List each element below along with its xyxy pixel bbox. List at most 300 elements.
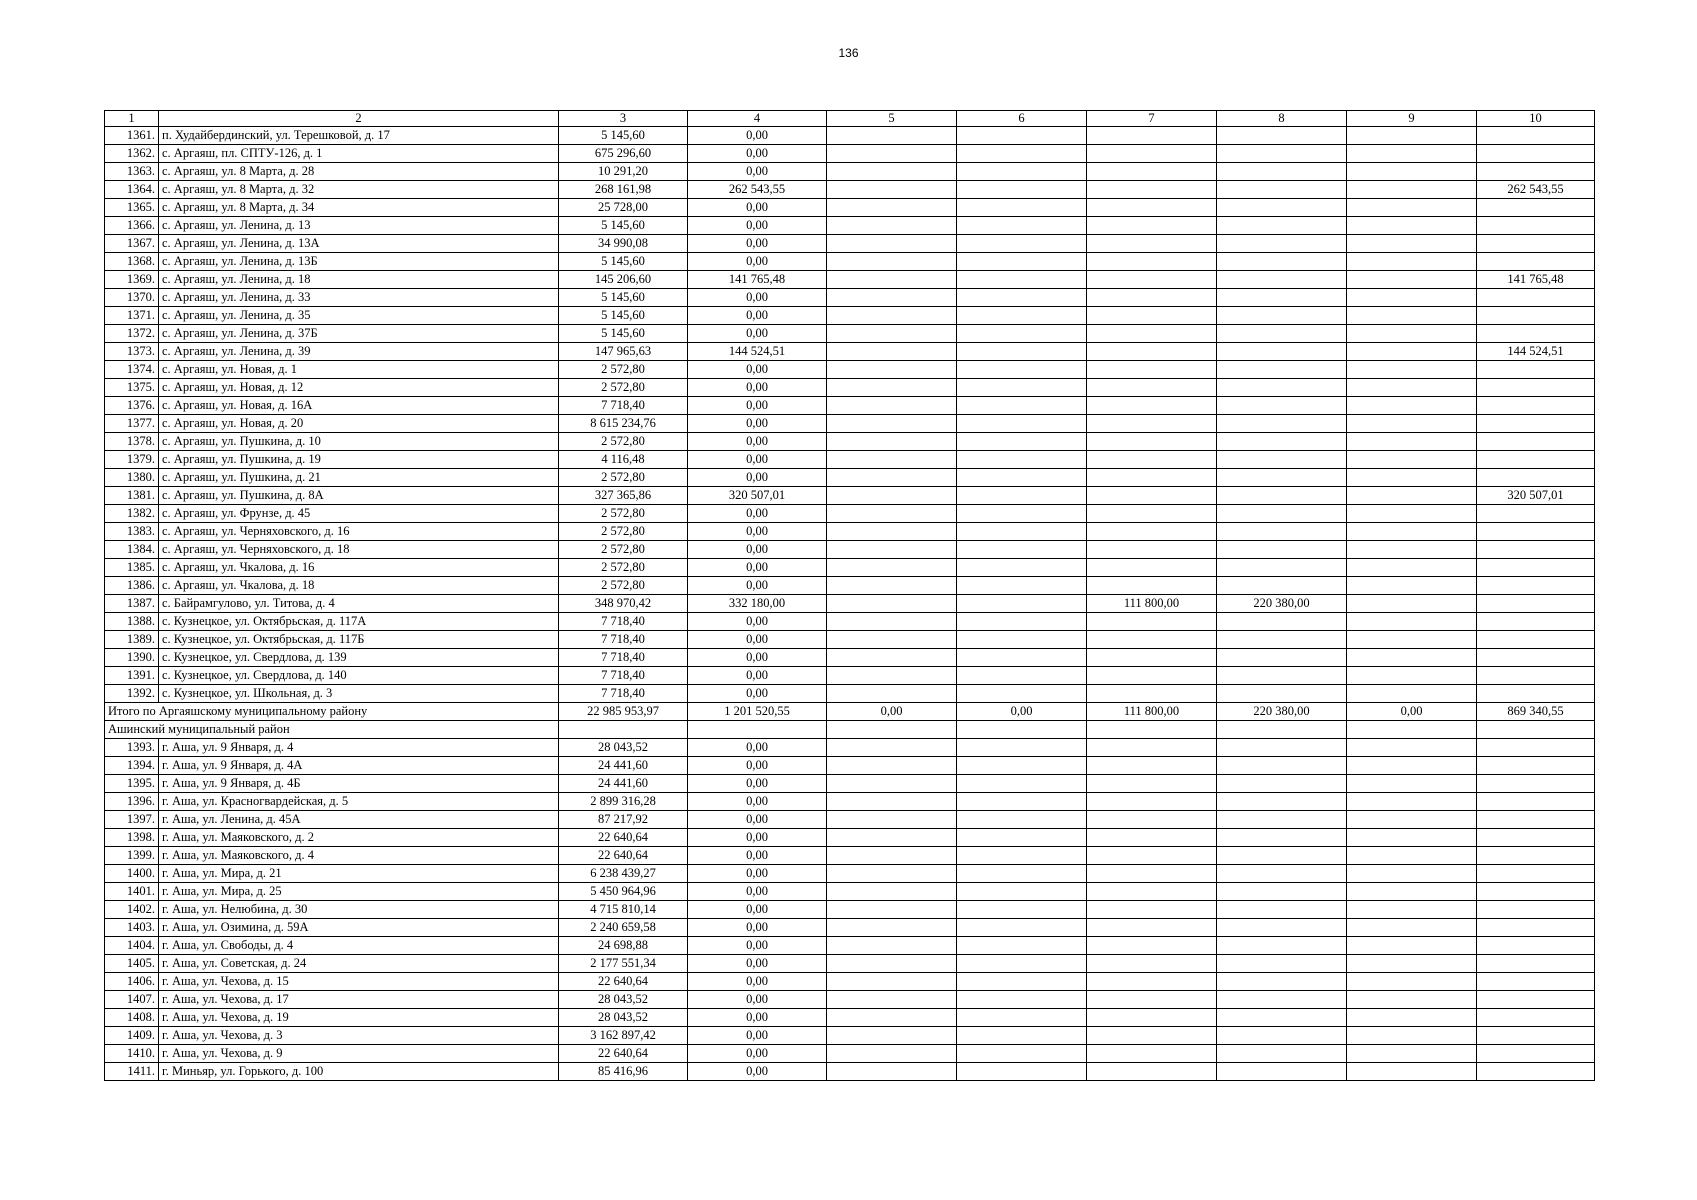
value-cell-c8 bbox=[1217, 775, 1347, 793]
value-cell-c3: 2 899 316,28 bbox=[559, 793, 688, 811]
value-cell-c5 bbox=[827, 415, 957, 433]
value-cell-c8 bbox=[1217, 523, 1347, 541]
row-number-cell: 1396. bbox=[105, 793, 159, 811]
table-row bbox=[105, 487, 1595, 505]
row-number-cell: 1405. bbox=[105, 955, 159, 973]
address-cell: с. Кузнецкое, ул. Школьная, д. 3 bbox=[159, 685, 559, 703]
capital-repair-table bbox=[104, 110, 1595, 1081]
address-cell: г. Аша, ул. Маяковского, д. 2 bbox=[159, 829, 559, 847]
table-row bbox=[105, 811, 1595, 829]
value-cell-c7 bbox=[1087, 991, 1217, 1009]
value-cell-c6 bbox=[957, 451, 1087, 469]
row-number-cell: 1385. bbox=[105, 559, 159, 577]
value-cell-c10 bbox=[1477, 739, 1595, 757]
value-cell-c6 bbox=[957, 901, 1087, 919]
value-cell-c7 bbox=[1087, 883, 1217, 901]
value-cell-c8 bbox=[1217, 919, 1347, 937]
value-cell-c10 bbox=[1477, 1009, 1595, 1027]
value-cell-c5 bbox=[827, 1009, 957, 1027]
value-cell-c3: 2 572,80 bbox=[559, 433, 688, 451]
value-cell-c10: 262 543,55 bbox=[1477, 181, 1595, 199]
row-number-cell: 1373. bbox=[105, 343, 159, 361]
value-cell-c7 bbox=[1087, 523, 1217, 541]
value-cell-c9 bbox=[1347, 829, 1477, 847]
value-cell-c9 bbox=[1347, 217, 1477, 235]
address-cell: с. Аргаяш, ул. Новая, д. 1 bbox=[159, 361, 559, 379]
value-cell-c10 bbox=[1477, 307, 1595, 325]
value-cell-c4: 0,00 bbox=[688, 235, 827, 253]
value-cell-c5 bbox=[827, 595, 957, 613]
table-row bbox=[105, 289, 1595, 307]
address-cell: с. Аргаяш, ул. Ленина, д. 35 bbox=[159, 307, 559, 325]
section-empty-cell bbox=[1087, 721, 1217, 739]
value-cell-c5 bbox=[827, 559, 957, 577]
value-cell-c6 bbox=[957, 271, 1087, 289]
table-row bbox=[105, 739, 1595, 757]
value-cell-c7 bbox=[1087, 343, 1217, 361]
table-row bbox=[105, 559, 1595, 577]
value-cell-c10 bbox=[1477, 793, 1595, 811]
value-cell-c7 bbox=[1087, 1045, 1217, 1063]
value-cell-c8 bbox=[1217, 865, 1347, 883]
value-cell-c4: 0,00 bbox=[688, 163, 827, 181]
address-cell: г. Аша, ул. 9 Января, д. 4Б bbox=[159, 775, 559, 793]
row-number-cell: 1367. bbox=[105, 235, 159, 253]
value-cell-c4: 0,00 bbox=[688, 289, 827, 307]
section-empty-cell bbox=[688, 721, 827, 739]
value-cell-c7 bbox=[1087, 973, 1217, 991]
value-cell-c3: 24 441,60 bbox=[559, 757, 688, 775]
address-cell: с. Кузнецкое, ул. Свердлова, д. 140 bbox=[159, 667, 559, 685]
value-cell-c9 bbox=[1347, 145, 1477, 163]
value-cell-c3: 5 145,60 bbox=[559, 127, 688, 145]
value-cell-c8 bbox=[1217, 379, 1347, 397]
total-cell-c7: 111 800,00 bbox=[1087, 703, 1217, 721]
value-cell-c10 bbox=[1477, 973, 1595, 991]
value-cell-c10 bbox=[1477, 541, 1595, 559]
table-row bbox=[105, 451, 1595, 469]
table-row bbox=[105, 775, 1595, 793]
value-cell-c9 bbox=[1347, 577, 1477, 595]
value-cell-c7 bbox=[1087, 685, 1217, 703]
value-cell-c5 bbox=[827, 811, 957, 829]
value-cell-c9 bbox=[1347, 1063, 1477, 1081]
value-cell-c10 bbox=[1477, 919, 1595, 937]
value-cell-c7 bbox=[1087, 1009, 1217, 1027]
value-cell-c8 bbox=[1217, 577, 1347, 595]
row-number-cell: 1378. bbox=[105, 433, 159, 451]
value-cell-c10 bbox=[1477, 613, 1595, 631]
table-row bbox=[105, 397, 1595, 415]
address-cell: г. Аша, ул. Мира, д. 21 bbox=[159, 865, 559, 883]
value-cell-c8 bbox=[1217, 937, 1347, 955]
value-cell-c3: 5 145,60 bbox=[559, 253, 688, 271]
table-row bbox=[105, 1063, 1595, 1081]
value-cell-c10 bbox=[1477, 667, 1595, 685]
value-cell-c9 bbox=[1347, 865, 1477, 883]
value-cell-c5 bbox=[827, 685, 957, 703]
value-cell-c3: 22 640,64 bbox=[559, 829, 688, 847]
value-cell-c4: 0,00 bbox=[688, 253, 827, 271]
value-cell-c9 bbox=[1347, 541, 1477, 559]
value-cell-c9 bbox=[1347, 505, 1477, 523]
value-cell-c5 bbox=[827, 271, 957, 289]
value-cell-c8 bbox=[1217, 793, 1347, 811]
value-cell-c5 bbox=[827, 379, 957, 397]
address-cell: г. Аша, ул. Мира, д. 25 bbox=[159, 883, 559, 901]
address-cell: с. Аргаяш, ул. Пушкина, д. 21 bbox=[159, 469, 559, 487]
value-cell-c5 bbox=[827, 793, 957, 811]
value-cell-c7 bbox=[1087, 127, 1217, 145]
value-cell-c5 bbox=[827, 325, 957, 343]
value-cell-c7 bbox=[1087, 253, 1217, 271]
value-cell-c8 bbox=[1217, 973, 1347, 991]
value-cell-c8 bbox=[1217, 253, 1347, 271]
row-number-cell: 1386. bbox=[105, 577, 159, 595]
value-cell-c4: 0,00 bbox=[688, 775, 827, 793]
value-cell-c4: 0,00 bbox=[688, 577, 827, 595]
value-cell-c5 bbox=[827, 253, 957, 271]
value-cell-c6 bbox=[957, 793, 1087, 811]
value-cell-c9 bbox=[1347, 793, 1477, 811]
value-cell-c7 bbox=[1087, 145, 1217, 163]
row-number-cell: 1361. bbox=[105, 127, 159, 145]
value-cell-c10 bbox=[1477, 415, 1595, 433]
value-cell-c5 bbox=[827, 145, 957, 163]
value-cell-c4: 0,00 bbox=[688, 631, 827, 649]
value-cell-c10 bbox=[1477, 361, 1595, 379]
value-cell-c3: 2 177 551,34 bbox=[559, 955, 688, 973]
column-header: 3 bbox=[559, 111, 688, 127]
column-header: 7 bbox=[1087, 111, 1217, 127]
value-cell-c6 bbox=[957, 1045, 1087, 1063]
value-cell-c3: 4 715 810,14 bbox=[559, 901, 688, 919]
value-cell-c4: 0,00 bbox=[688, 379, 827, 397]
address-cell: с. Аргаяш, ул. Пушкина, д. 19 bbox=[159, 451, 559, 469]
column-header: 9 bbox=[1347, 111, 1477, 127]
value-cell-c8 bbox=[1217, 1027, 1347, 1045]
value-cell-c4: 0,00 bbox=[688, 217, 827, 235]
row-number-cell: 1362. bbox=[105, 145, 159, 163]
section-empty-cell bbox=[1347, 721, 1477, 739]
value-cell-c10 bbox=[1477, 199, 1595, 217]
table-row bbox=[105, 577, 1595, 595]
value-cell-c3: 5 145,60 bbox=[559, 325, 688, 343]
value-cell-c5 bbox=[827, 307, 957, 325]
value-cell-c4: 0,00 bbox=[688, 937, 827, 955]
value-cell-c9 bbox=[1347, 379, 1477, 397]
value-cell-c5 bbox=[827, 757, 957, 775]
value-cell-c3: 2 572,80 bbox=[559, 541, 688, 559]
value-cell-c9 bbox=[1347, 667, 1477, 685]
value-cell-c9 bbox=[1347, 883, 1477, 901]
value-cell-c3: 2 572,80 bbox=[559, 469, 688, 487]
value-cell-c6 bbox=[957, 163, 1087, 181]
total-cell-c6: 0,00 bbox=[957, 703, 1087, 721]
value-cell-c6 bbox=[957, 559, 1087, 577]
value-cell-c6 bbox=[957, 937, 1087, 955]
value-cell-c8 bbox=[1217, 631, 1347, 649]
value-cell-c4: 0,00 bbox=[688, 325, 827, 343]
value-cell-c3: 268 161,98 bbox=[559, 181, 688, 199]
value-cell-c6 bbox=[957, 577, 1087, 595]
value-cell-c3: 22 640,64 bbox=[559, 847, 688, 865]
value-cell-c10: 144 524,51 bbox=[1477, 343, 1595, 361]
value-cell-c8 bbox=[1217, 415, 1347, 433]
address-cell: с. Аргаяш, ул. Пушкина, д. 10 bbox=[159, 433, 559, 451]
value-cell-c9 bbox=[1347, 775, 1477, 793]
address-cell: п. Худайбердинский, ул. Терешковой, д. 17 bbox=[159, 127, 559, 145]
address-cell: г. Аша, ул. Чехова, д. 15 bbox=[159, 973, 559, 991]
value-cell-c9 bbox=[1347, 811, 1477, 829]
value-cell-c4: 0,00 bbox=[688, 145, 827, 163]
row-number-cell: 1369. bbox=[105, 271, 159, 289]
value-cell-c6 bbox=[957, 415, 1087, 433]
value-cell-c8 bbox=[1217, 559, 1347, 577]
value-cell-c5 bbox=[827, 649, 957, 667]
value-cell-c10 bbox=[1477, 1063, 1595, 1081]
value-cell-c10 bbox=[1477, 811, 1595, 829]
row-number-cell: 1364. bbox=[105, 181, 159, 199]
value-cell-c9 bbox=[1347, 847, 1477, 865]
value-cell-c7 bbox=[1087, 739, 1217, 757]
column-header: 6 bbox=[957, 111, 1087, 127]
address-cell: с. Байрамгулово, ул. Титова, д. 4 bbox=[159, 595, 559, 613]
value-cell-c6 bbox=[957, 955, 1087, 973]
total-cell-c8: 220 380,00 bbox=[1217, 703, 1347, 721]
table-row bbox=[105, 757, 1595, 775]
row-number-cell: 1390. bbox=[105, 649, 159, 667]
value-cell-c6 bbox=[957, 775, 1087, 793]
value-cell-c3: 2 240 659,58 bbox=[559, 919, 688, 937]
value-cell-c4: 141 765,48 bbox=[688, 271, 827, 289]
value-cell-c3: 675 296,60 bbox=[559, 145, 688, 163]
row-number-cell: 1377. bbox=[105, 415, 159, 433]
address-cell: г. Аша, ул. Свободы, д. 4 bbox=[159, 937, 559, 955]
value-cell-c6 bbox=[957, 1063, 1087, 1081]
value-cell-c8 bbox=[1217, 361, 1347, 379]
row-number-cell: 1380. bbox=[105, 469, 159, 487]
value-cell-c4: 0,00 bbox=[688, 829, 827, 847]
address-cell: г. Аша, ул. Ленина, д. 45А bbox=[159, 811, 559, 829]
value-cell-c5 bbox=[827, 631, 957, 649]
value-cell-c5 bbox=[827, 829, 957, 847]
value-cell-c9 bbox=[1347, 235, 1477, 253]
value-cell-c8 bbox=[1217, 433, 1347, 451]
value-cell-c10 bbox=[1477, 469, 1595, 487]
column-header: 10 bbox=[1477, 111, 1595, 127]
value-cell-c10: 320 507,01 bbox=[1477, 487, 1595, 505]
value-cell-c6 bbox=[957, 199, 1087, 217]
value-cell-c4: 0,00 bbox=[688, 1009, 827, 1027]
value-cell-c8 bbox=[1217, 271, 1347, 289]
row-number-cell: 1410. bbox=[105, 1045, 159, 1063]
row-number-cell: 1366. bbox=[105, 217, 159, 235]
value-cell-c7 bbox=[1087, 379, 1217, 397]
value-cell-c8 bbox=[1217, 397, 1347, 415]
value-cell-c3: 2 572,80 bbox=[559, 523, 688, 541]
value-cell-c7 bbox=[1087, 199, 1217, 217]
address-cell: г. Аша, ул. Чехова, д. 19 bbox=[159, 1009, 559, 1027]
value-cell-c8 bbox=[1217, 757, 1347, 775]
value-cell-c8 bbox=[1217, 181, 1347, 199]
value-cell-c4: 262 543,55 bbox=[688, 181, 827, 199]
value-cell-c4: 0,00 bbox=[688, 667, 827, 685]
value-cell-c9 bbox=[1347, 937, 1477, 955]
section-empty-cell bbox=[827, 721, 957, 739]
value-cell-c9 bbox=[1347, 415, 1477, 433]
value-cell-c9 bbox=[1347, 433, 1477, 451]
value-cell-c3: 28 043,52 bbox=[559, 739, 688, 757]
value-cell-c9 bbox=[1347, 973, 1477, 991]
table-row bbox=[105, 343, 1595, 361]
value-cell-c5 bbox=[827, 217, 957, 235]
value-cell-c4: 320 507,01 bbox=[688, 487, 827, 505]
value-cell-c3: 3 162 897,42 bbox=[559, 1027, 688, 1045]
section-empty-cell bbox=[1217, 721, 1347, 739]
value-cell-c5 bbox=[827, 343, 957, 361]
address-cell: с. Кузнецкое, ул. Октябрьская, д. 117А bbox=[159, 613, 559, 631]
value-cell-c6 bbox=[957, 883, 1087, 901]
value-cell-c6 bbox=[957, 235, 1087, 253]
address-cell: с. Аргаяш, ул. Новая, д. 16А bbox=[159, 397, 559, 415]
table-row bbox=[105, 505, 1595, 523]
value-cell-c5 bbox=[827, 613, 957, 631]
address-cell: с. Аргаяш, ул. Чкалова, д. 18 bbox=[159, 577, 559, 595]
value-cell-c4: 0,00 bbox=[688, 505, 827, 523]
value-cell-c3: 5 145,60 bbox=[559, 307, 688, 325]
value-cell-c5 bbox=[827, 199, 957, 217]
table-row bbox=[105, 307, 1595, 325]
value-cell-c10 bbox=[1477, 127, 1595, 145]
total-cell-c9: 0,00 bbox=[1347, 703, 1477, 721]
value-cell-c10 bbox=[1477, 829, 1595, 847]
value-cell-c8 bbox=[1217, 487, 1347, 505]
table-row bbox=[105, 541, 1595, 559]
value-cell-c3: 34 990,08 bbox=[559, 235, 688, 253]
district-total-label: Итого по Аргаяшскому муниципальному району bbox=[105, 703, 559, 721]
value-cell-c6 bbox=[957, 541, 1087, 559]
value-cell-c4: 0,00 bbox=[688, 523, 827, 541]
address-cell: с. Аргаяш, ул. Чкалова, д. 16 bbox=[159, 559, 559, 577]
value-cell-c8 bbox=[1217, 451, 1347, 469]
table-row bbox=[105, 253, 1595, 271]
table-row bbox=[105, 271, 1595, 289]
value-cell-c6 bbox=[957, 487, 1087, 505]
row-number-cell: 1404. bbox=[105, 937, 159, 955]
table-row bbox=[105, 145, 1595, 163]
row-number-cell: 1368. bbox=[105, 253, 159, 271]
address-cell: с. Аргаяш, ул. Ленина, д. 13 bbox=[159, 217, 559, 235]
table-row bbox=[105, 973, 1595, 991]
row-number-cell: 1397. bbox=[105, 811, 159, 829]
total-cell-c3: 22 985 953,97 bbox=[559, 703, 688, 721]
row-number-cell: 1403. bbox=[105, 919, 159, 937]
value-cell-c6 bbox=[957, 325, 1087, 343]
value-cell-c4: 0,00 bbox=[688, 757, 827, 775]
value-cell-c4: 0,00 bbox=[688, 865, 827, 883]
table-row bbox=[105, 613, 1595, 631]
address-cell: с. Аргаяш, ул. Пушкина, д. 8А bbox=[159, 487, 559, 505]
value-cell-c6 bbox=[957, 253, 1087, 271]
value-cell-c4: 0,00 bbox=[688, 361, 827, 379]
table-row bbox=[105, 667, 1595, 685]
table-body bbox=[105, 111, 1595, 1081]
table-row bbox=[105, 235, 1595, 253]
value-cell-c7 bbox=[1087, 163, 1217, 181]
value-cell-c3: 10 291,20 bbox=[559, 163, 688, 181]
value-cell-c9 bbox=[1347, 163, 1477, 181]
address-cell: с. Аргаяш, пл. СПТУ-126, д. 1 bbox=[159, 145, 559, 163]
value-cell-c3: 24 441,60 bbox=[559, 775, 688, 793]
value-cell-c7 bbox=[1087, 667, 1217, 685]
value-cell-c3: 327 365,86 bbox=[559, 487, 688, 505]
value-cell-c6 bbox=[957, 397, 1087, 415]
value-cell-c7 bbox=[1087, 271, 1217, 289]
value-cell-c8 bbox=[1217, 1009, 1347, 1027]
value-cell-c9 bbox=[1347, 631, 1477, 649]
value-cell-c3: 145 206,60 bbox=[559, 271, 688, 289]
value-cell-c10 bbox=[1477, 595, 1595, 613]
value-cell-c10 bbox=[1477, 1027, 1595, 1045]
value-cell-c7 bbox=[1087, 811, 1217, 829]
value-cell-c6 bbox=[957, 973, 1087, 991]
value-cell-c7 bbox=[1087, 1027, 1217, 1045]
value-cell-c3: 22 640,64 bbox=[559, 973, 688, 991]
address-cell: с. Аргаяш, ул. Ленина, д. 13Б bbox=[159, 253, 559, 271]
table-row bbox=[105, 595, 1595, 613]
value-cell-c7 bbox=[1087, 487, 1217, 505]
address-cell: с. Аргаяш, ул. Черняховского, д. 18 bbox=[159, 541, 559, 559]
value-cell-c7 bbox=[1087, 505, 1217, 523]
value-cell-c7 bbox=[1087, 847, 1217, 865]
value-cell-c8 bbox=[1217, 127, 1347, 145]
value-cell-c9 bbox=[1347, 307, 1477, 325]
value-cell-c4: 0,00 bbox=[688, 739, 827, 757]
value-cell-c8 bbox=[1217, 325, 1347, 343]
address-cell: г. Аша, ул. Озимина, д. 59А bbox=[159, 919, 559, 937]
value-cell-c10 bbox=[1477, 577, 1595, 595]
value-cell-c4: 0,00 bbox=[688, 793, 827, 811]
address-cell: с. Аргаяш, ул. Ленина, д. 33 bbox=[159, 289, 559, 307]
column-header: 2 bbox=[159, 111, 559, 127]
value-cell-c8 bbox=[1217, 217, 1347, 235]
value-cell-c9 bbox=[1347, 451, 1477, 469]
value-cell-c5 bbox=[827, 901, 957, 919]
value-cell-c6 bbox=[957, 865, 1087, 883]
section-empty-cell bbox=[957, 721, 1087, 739]
value-cell-c9 bbox=[1347, 343, 1477, 361]
value-cell-c5 bbox=[827, 505, 957, 523]
row-number-cell: 1379. bbox=[105, 451, 159, 469]
row-number-cell: 1393. bbox=[105, 739, 159, 757]
value-cell-c7 bbox=[1087, 181, 1217, 199]
value-cell-c9 bbox=[1347, 199, 1477, 217]
value-cell-c10 bbox=[1477, 253, 1595, 271]
value-cell-c4: 0,00 bbox=[688, 199, 827, 217]
address-cell: с. Кузнецкое, ул. Октябрьская, д. 117Б bbox=[159, 631, 559, 649]
table-row bbox=[105, 955, 1595, 973]
column-header: 1 bbox=[105, 111, 159, 127]
value-cell-c3: 22 640,64 bbox=[559, 1045, 688, 1063]
table-row bbox=[105, 901, 1595, 919]
row-number-cell: 1363. bbox=[105, 163, 159, 181]
row-number-cell: 1391. bbox=[105, 667, 159, 685]
value-cell-c3: 7 718,40 bbox=[559, 667, 688, 685]
value-cell-c4: 0,00 bbox=[688, 1027, 827, 1045]
value-cell-c4: 0,00 bbox=[688, 685, 827, 703]
value-cell-c7 bbox=[1087, 325, 1217, 343]
